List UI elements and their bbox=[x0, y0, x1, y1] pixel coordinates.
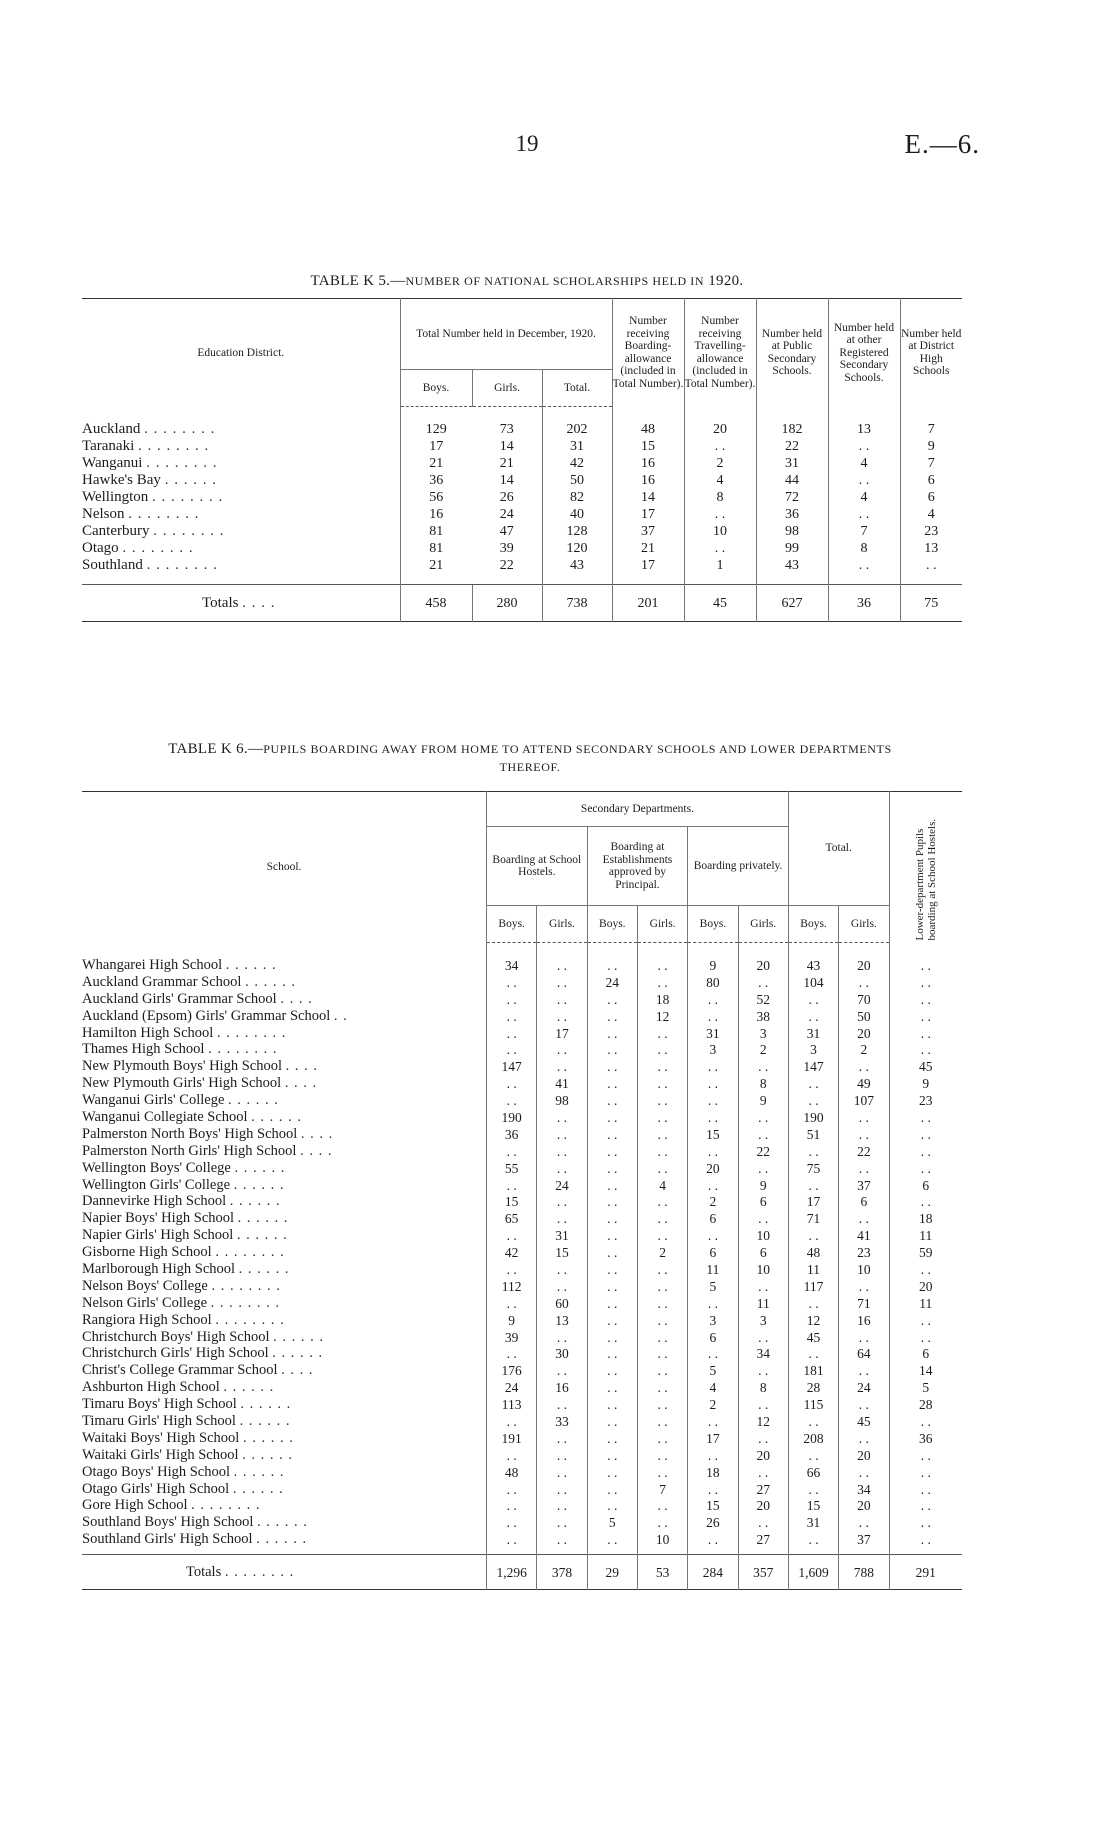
table-k5 bbox=[82, 298, 962, 622]
table-k6-title: TABLE K 6.—PUPILS BOARDING AWAY FROM HOME TO ATTEND SECONDARY SCHOOLS AND LOWER DEPARTMENTS THEREOF. bbox=[168, 741, 892, 774]
totals-row: Totals . . . . . . . . 1,296 378 29 53 284 357 1,609 788 291 bbox=[82, 1555, 962, 1590]
header-establishments: Boarding at Establishments approved by Principal. bbox=[587, 827, 688, 906]
table-row: Palmerston North Boys' High School . . . . 36 . . . . . . 15 . . 51 . . . . bbox=[82, 1126, 962, 1143]
table-row: Christchurch Boys' High School . . . . . . 39 . . . . . . 6 . . 45 . . . . bbox=[82, 1329, 962, 1346]
table-k5-title: TABLE K 5.—NUMBER OF NATIONAL SCHOLARSHIPS HELD IN 1920. bbox=[310, 273, 744, 289]
header-girls: Girls. bbox=[738, 906, 788, 943]
header-boys: Boys. bbox=[400, 370, 472, 407]
header-boarding-allowance: Number receiving Boarding-allowance (included in Total Number). bbox=[612, 299, 684, 407]
table-row: Southland . . . . . . . . 21 22 43 17 1 43 . . . . bbox=[82, 557, 962, 585]
table-row: Christ's College Grammar School . . . . 176 . . . . . . 5 . . 181 . . 14 bbox=[82, 1362, 962, 1379]
header-total: Total. bbox=[542, 370, 612, 407]
header-girls: Girls. bbox=[537, 906, 587, 943]
table-row: Taranaki . . . . . . . . 17 14 31 15 . . 22 . . 9 bbox=[82, 438, 962, 455]
table-row: Wanganui Girls' College . . . . . . . . 98 . . . . . . 9 . . 107 23 bbox=[82, 1092, 962, 1109]
table-row: Dannevirke High School . . . . . . 15 . . . . . . 2 6 17 6 . . bbox=[82, 1193, 962, 1210]
table-row: Auckland Grammar School . . . . . . . . . . 24 . . 80 . . 104 . . . . bbox=[82, 974, 962, 991]
header-secondary-departments: Secondary Departments. bbox=[487, 792, 789, 827]
table-row: Hawke's Bay . . . . . . 36 14 50 16 4 44 . . 6 bbox=[82, 472, 962, 489]
table-row: Ashburton High School . . . . . . 24 16 . . . . 4 8 28 24 5 bbox=[82, 1379, 962, 1396]
table-row: Wanganui Collegiate School . . . . . . 190 . . . . . . . . . . 190 . . . . bbox=[82, 1109, 962, 1126]
table-row: Wanganui . . . . . . . . 21 21 42 16 2 31 4 7 bbox=[82, 455, 962, 472]
table-row: Marlborough High School . . . . . . . . . . . . . . 11 10 11 10 . . bbox=[82, 1261, 962, 1278]
table-row: Nelson . . . . . . . . 16 24 40 17 . . 36 . . 4 bbox=[82, 506, 962, 523]
table-row: Wellington Boys' College . . . . . . 55 . . . . . . 20 . . 75 . . . . bbox=[82, 1160, 962, 1177]
table-row: Nelson Girls' College . . . . . . . . . . 60 . . . . . . 11 . . 71 11 bbox=[82, 1295, 962, 1312]
table-row: Southland Boys' High School . . . . . . . . . . 5 . . 26 . . 31 . . . . bbox=[82, 1514, 962, 1531]
header-education-district: Education District. bbox=[197, 346, 285, 359]
header-total: Total. bbox=[788, 792, 889, 906]
page-number: 19 bbox=[515, 131, 539, 156]
table-row: Wellington . . . . . . . . 56 26 82 14 8 72 4 6 bbox=[82, 489, 962, 506]
table-row: Hamilton High School . . . . . . . . . . 17 . . . . 31 3 31 20 . . bbox=[82, 1025, 962, 1042]
header-school: School. bbox=[266, 861, 302, 873]
table-k6-body bbox=[82, 943, 962, 1590]
table-row: Auckland . . . . . . . . 129 73 202 48 20 182 13 7 bbox=[82, 407, 962, 439]
table-row: Timaru Boys' High School . . . . . . 113 . . . . . . 2 . . 115 . . 28 bbox=[82, 1396, 962, 1413]
header-girls: Girls. bbox=[472, 370, 542, 407]
table-row: Otago Boys' High School . . . . . . 48 . . . . . . 18 . . 66 . . . . bbox=[82, 1464, 962, 1481]
table-row: Otago Girls' High School . . . . . . . . . . . . 7 . . 27 . . 34 . . bbox=[82, 1481, 962, 1498]
table-row: Gisborne High School . . . . . . . . 42 15 . . 2 6 6 48 23 59 bbox=[82, 1244, 962, 1261]
header-boys: Boys. bbox=[587, 906, 637, 943]
table-row: Rangiora High School . . . . . . . . 9 13 . . . . 3 3 12 16 . . bbox=[82, 1312, 962, 1329]
table-row: Nelson Boys' College . . . . . . . . 112 . . . . . . 5 . . 117 . . 20 bbox=[82, 1278, 962, 1295]
header-other-registered: Number held at other Registered Secondary Schools. bbox=[828, 299, 900, 407]
totals-row: Totals . . . . 458 280 738 201 45 627 36 75 bbox=[82, 585, 962, 622]
table-row: Gore High School . . . . . . . . . . . . . . . . 15 20 15 20 . . bbox=[82, 1498, 962, 1515]
header-travelling-allowance: Number receiving Travelling-allowance (included in Total Number). bbox=[684, 299, 756, 407]
header-school-hostels: Boarding at School Hostels. bbox=[487, 827, 588, 906]
table-row: Otago . . . . . . . . 81 39 120 21 . . 99 8 13 bbox=[82, 540, 962, 557]
table-row: Auckland (Epsom) Girls' Grammar School . . . . . . . . 12 . . 38 . . 50 . . bbox=[82, 1008, 962, 1025]
header-girls: Girls. bbox=[637, 906, 687, 943]
table-row: Waitaki Boys' High School . . . . . . 191 . . . . . . 17 . . 208 . . 36 bbox=[82, 1430, 962, 1447]
header-boys: Boys. bbox=[487, 906, 537, 943]
header-lower-department: Lower-department Pupils boarding at School Hostels. bbox=[889, 792, 962, 943]
header-boys: Boys. bbox=[788, 906, 838, 943]
table-row: Whangarei High School . . . . . . 34 . . . . . . 9 20 43 20 . . bbox=[82, 943, 962, 974]
table-row: Southland Girls' High School . . . . . . . . . . . . 10 . . 27 . . 37 . . bbox=[82, 1531, 962, 1554]
table-row: Thames High School . . . . . . . . . . . . . . . . 3 2 3 2 . . bbox=[82, 1041, 962, 1058]
header-public-secondary: Number held at Public Secondary Schools. bbox=[756, 299, 828, 407]
table-row: Christchurch Girls' High School . . . . . . . . 30 . . . . . . 34 . . 64 6 bbox=[82, 1345, 962, 1362]
header-girls: Girls. bbox=[839, 906, 889, 943]
table-row: Waitaki Girls' High School . . . . . . . . . . . . . . . . 20 . . 20 . . bbox=[82, 1447, 962, 1464]
table-k6 bbox=[82, 791, 962, 1590]
table-row: Auckland Girls' Grammar School . . . . . . . . . . 18 . . 52 . . 70 . . bbox=[82, 991, 962, 1008]
header-boys: Boys. bbox=[688, 906, 738, 943]
table-row: Canterbury . . . . . . . . 81 47 128 37 10 98 7 23 bbox=[82, 523, 962, 540]
table-row: New Plymouth Girls' High School . . . . . . 41 . . . . . . 8 . . 49 9 bbox=[82, 1075, 962, 1092]
table-row: Timaru Girls' High School . . . . . . . . 33 . . . . . . 12 . . 45 . . bbox=[82, 1413, 962, 1430]
header-total-group: Total Number held in December, 1920. bbox=[400, 299, 612, 370]
report-code: E.—6. bbox=[904, 129, 980, 159]
table-row: Wellington Girls' College . . . . . . . . 24 . . 4 . . 9 . . 37 6 bbox=[82, 1177, 962, 1194]
header-privately: Boarding privately. bbox=[688, 827, 789, 906]
table-row: Palmerston North Girls' High School . . . . . . . . . . . . . . 22 . . 22 . . bbox=[82, 1143, 962, 1160]
header-district-high: Number held at District High Schools bbox=[900, 299, 962, 407]
table-row: Napier Girls' High School . . . . . . . . 31 . . . . . . 10 . . 41 11 bbox=[82, 1227, 962, 1244]
table-row: Napier Boys' High School . . . . . . 65 . . . . . . 6 . . 71 . . 18 bbox=[82, 1210, 962, 1227]
table-row: New Plymouth Boys' High School . . . . 147 . . . . . . . . . . 147 . . 45 bbox=[82, 1058, 962, 1075]
